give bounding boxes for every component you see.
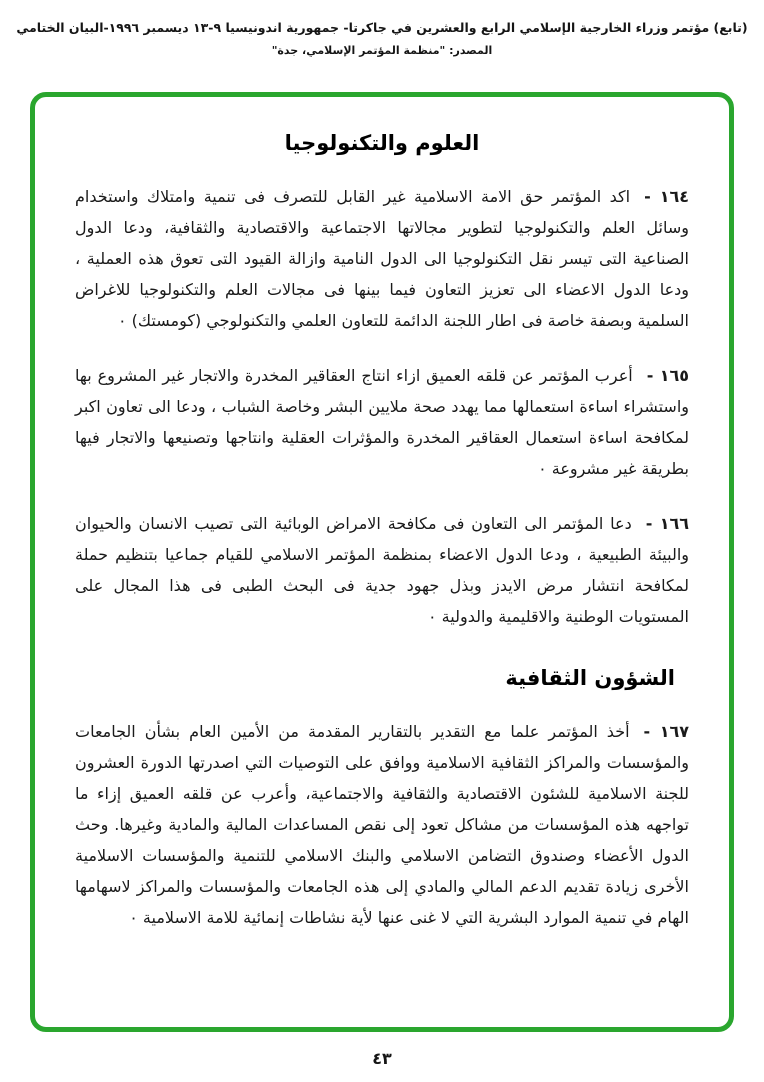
paragraph-164-text: اكد المؤتمر حق الامة الاسلامية غير القابل للتصرف فى تنمية وامتلاك واستخدام وسائل العلم والتكنولوجيا لتطوير مجالاتها الاجتماعية والاقتصادية والثقافية، ودعا الدول الصناعية التى تيسر نقل التكنولوجيا الى الدول النامية وازالة القيود التى تعوق هذه العملية ، ودعا الدول الاعضاء الى تعزيز التعاون فيما بينها فى مجالات العلم والتكنولوجيا للاغراض السلمية وبصفة خاصة فى اطار اللجنة الدائمة للتعاون العلمي والتكنولوجي (كومستك) ٠ bbox=[75, 187, 689, 330]
paragraph-166-number: ١٦٦ - bbox=[645, 514, 689, 533]
page-number: ٤٣ bbox=[372, 1049, 392, 1068]
paragraph-165-number: ١٦٥ - bbox=[646, 366, 689, 385]
paragraph-164 bbox=[75, 181, 689, 336]
paragraph-165-text: أعرب المؤتمر عن قلقه العميق ازاء انتاج العقاقير المخدرة والاتجار غير المشروع بها واستشراء اساءة استعمالها مما يهدد صحة ملايين البشر وخاصة الشباب ، ودعا الى تعاون اكبر لمكافحة اساءة استعمال العقاقير المخدرة والمؤثرات العقلية وانتاجها وتصنيعها والاتجار فيها بطريقة غير مشروعة ٠ bbox=[75, 366, 689, 478]
header-source: المصدر: "منظمة المؤتمر الإسلامي، جدة" bbox=[271, 44, 493, 57]
paragraph-167-text: أخذ المؤتمر علما مع التقدير بالتقارير المقدمة من الأمين العام بشأن الجامعات والمؤسسات والمراكز الثقافية الاسلامية ووافق على التوصيات التي اصدرتها الدورة العشرون للجنة الاسلامية للشئون الاقتصادية والثقافية والاجتماعية، وأعرب عن قلقه العميق إزاء ما تواجهه هذه المؤسسات من مشاكل تعود إلى نقص المساعدات المالية والمادية وغيرها. وحث الدول الأعضاء وصندوق التضامن الاسلامي والبنك الاسلامي للتنمية والمؤسسات الاسلامية الأخرى زيادة تقديم الدعم المالي والمادي إلى هذه الجامعات والمؤسسات والمراكز لاسهامها الهام في تنمية الموارد البشرية التي لا غنى عنها لأية نشاطات إنمائية للامة الاسلامية ٠ bbox=[75, 722, 689, 927]
paragraph-166 bbox=[75, 508, 689, 632]
page-header bbox=[0, 20, 764, 57]
paragraph-165 bbox=[75, 360, 689, 484]
section-title-science-technology: العلوم والتكنولوجيا bbox=[284, 131, 480, 155]
paragraph-166-text: دعا المؤتمر الى التعاون فى مكافحة الامراض الوبائية التى تصيب الانسان والحيوان والبيئة الطبيعية ، ودعا الدول الاعضاء بمنظمة المؤتمر الاسلامي للقيام جماعيا بتنظيم حملة لمكافحة انتشار مرض الايدز وبذل جهود جدية فى البحث الطبى فى هذا المجال على المستويات الوطنية والاقليمية والدولية ٠ bbox=[75, 514, 689, 626]
paragraph-164-number: ١٦٤ - bbox=[644, 187, 689, 206]
section-title-cultural-affairs: الشؤون الثقافية bbox=[505, 666, 675, 690]
content-frame bbox=[30, 92, 734, 1032]
header-title: (تابع) مؤتمر وزراء الخارجية الإسلامي الرابع والعشرين في جاكرتا- جمهورية اندونيسيا ٩-١٣ ديسمبر ١٩٩٦-البيان الختامي bbox=[16, 20, 748, 35]
paragraph-167 bbox=[75, 716, 689, 933]
paragraph-167-number: ١٦٧ - bbox=[643, 722, 690, 741]
